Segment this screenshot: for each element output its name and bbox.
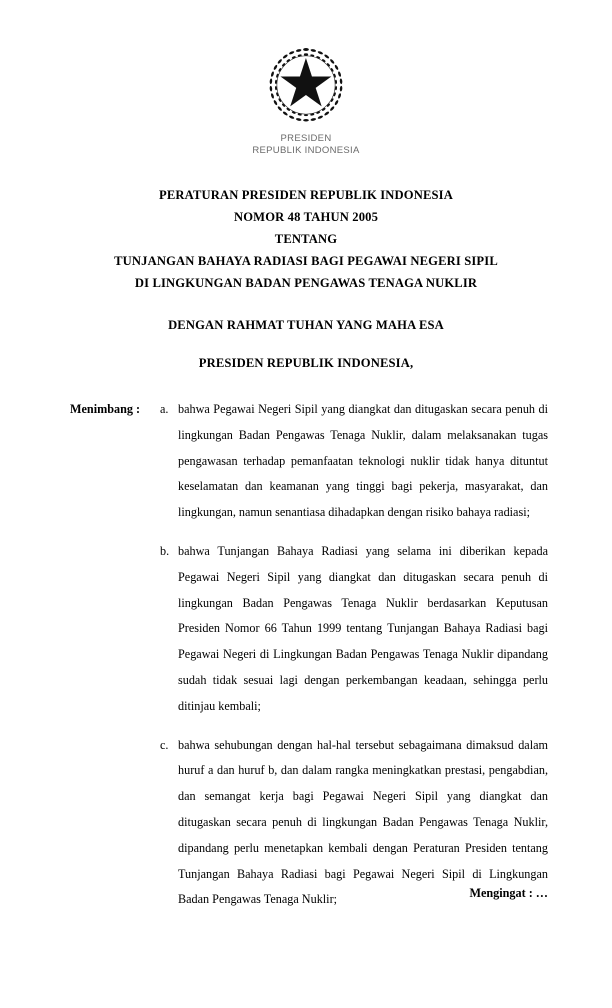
presidential-seal-icon	[265, 44, 347, 126]
letterhead	[0, 44, 612, 156]
list-item-marker: c.	[160, 737, 169, 752]
list-item-text: bahwa Pegawai Negeri Sipil yang diangkat dan ditugaskan secara penuh di lingkungan Badan Pengawas Tenaga Nuklir, dalam melaksanakan tugas pengawasan terhadap pemanfaatan teknologi nuklir tidak hanya dituntut keselamatan dan keamanan yang tinggi bagi pekerja, masyarakat, dan lingkungan, namun senantiasa dihadapkan dengan risiko bahaya radiasi;	[178, 402, 548, 520]
blessing-header: DENGAN RAHMAT TUHAN YANG MAHA ESA	[168, 318, 444, 332]
title-line-about: TENTANG	[274, 232, 338, 246]
considering-row	[70, 397, 548, 913]
title-line-subject-1: TUNJANGAN BAHAYA RADIASI BAGI PEGAWAI NEGERI SIPIL	[114, 254, 498, 268]
considering-label: Menimbang :	[70, 402, 141, 416]
list-item-marker: a.	[160, 402, 169, 416]
considering-item-list	[160, 397, 548, 913]
title-line-subject-2: DI LINGKUNGAN BADAN PENGAWAS TENAGA NUKLIR	[134, 276, 478, 290]
letterhead-caption	[0, 133, 612, 156]
document-title	[0, 184, 612, 294]
letterhead-caption-line-1: PRESIDEN	[280, 133, 332, 144]
title-line-number-year: NOMOR 48 TAHUN 2005	[233, 210, 379, 224]
title-line-regulation: PERATURAN PRESIDEN REPUBLIK INDONESIA	[159, 188, 453, 202]
continuation-note: Mengingat : …	[469, 886, 548, 900]
letterhead-caption-line-2: REPUBLIK INDONESIA	[252, 144, 360, 156]
list-item	[160, 539, 548, 720]
list-item	[160, 397, 548, 526]
list-item-marker: b.	[160, 543, 170, 558]
considering-section	[70, 397, 548, 913]
list-item-text: bahwa sehubungan dengan hal-hal tersebut sebagaimana dimaksud dalam huruf a dan huruf b, dan dalam rangka meningkatkan prestasi, pengabdian, dan semangat kerja bagi Pegawai Negeri Sipil yang diangkat dan ditugaskan secara penuh di lingkungan Badan Pengawas Tenaga Nuklir, dipandang perlu menetapkan kembali dengan Peraturan Presiden tentang Tunjangan Bahaya Radiasi bagi Pegawai Negeri Sipil di Lingkungan Badan Pengawas Tenaga Nuklir;	[178, 737, 548, 907]
authority-header: PRESIDEN REPUBLIK INDONESIA,	[198, 356, 414, 370]
list-item-text: bahwa Tunjangan Bahaya Radiasi yang selama ini diberikan kepada Pegawai Negeri Sipil yang diangkat dan ditugaskan secara penuh di lingkungan Badan Pengawas Tenaga Nuklir berdasarkan Keputusan Presiden Nomor 66 Tahun 1999 tentang Tunjangan Bahaya Radiasi bagi Pegawai Negeri di Lingkungan Badan Pengawas Tenaga Nuklir dipandang sudah tidak sesuai lagi dengan perkembangan keadaan, sehingga perlu ditinjau kembali;	[178, 543, 548, 713]
